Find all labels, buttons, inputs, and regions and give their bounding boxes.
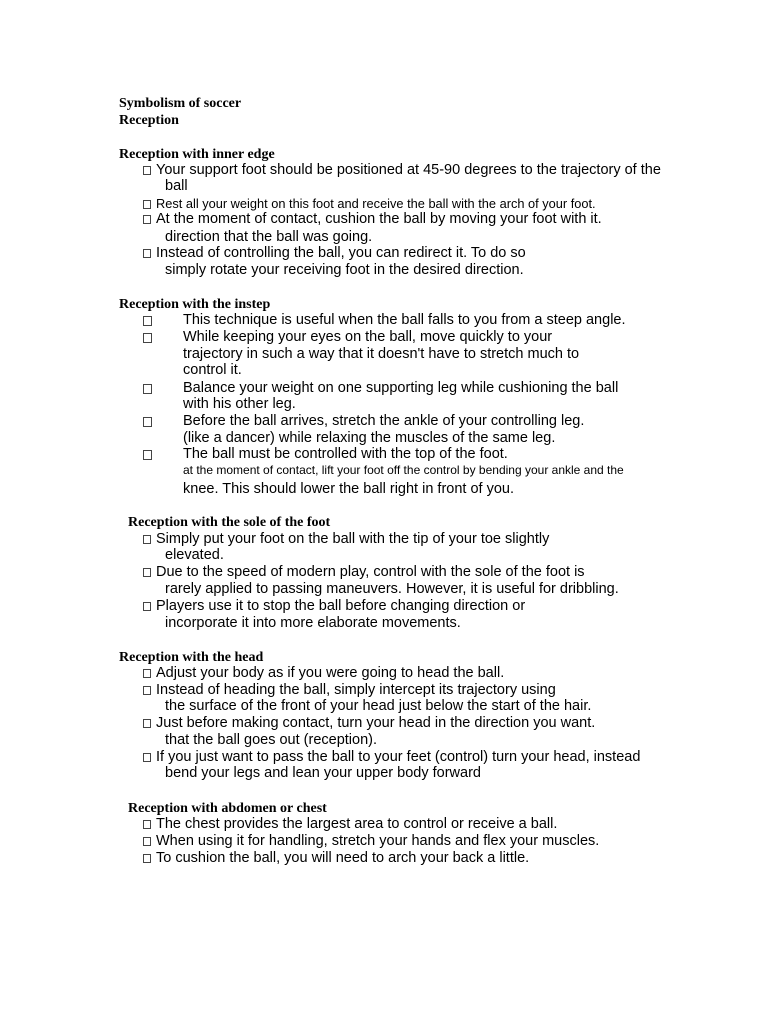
list-item-continuation: the surface of the front of your head just below the start of the hair. bbox=[165, 698, 592, 714]
list-item-continuation: (like a dancer) while relaxing the muscles of the same leg. bbox=[183, 430, 556, 446]
list-item-continuation: knee. This should lower the ball right in front of you. bbox=[183, 481, 515, 497]
document-title: Symbolism of soccer bbox=[119, 96, 242, 111]
list-item: The ball must be controlled with the top of the foot. bbox=[183, 446, 508, 462]
list-item-continuation: direction that the ball was going. bbox=[165, 229, 373, 245]
list-item: Just before making contact, turn your head in the direction you want. bbox=[143, 715, 595, 732]
bullet-box-icon bbox=[143, 686, 151, 695]
list-item-continuation: control it. bbox=[183, 362, 242, 378]
list-item-continuation: rarely applied to passing maneuvers. However, it is useful for dribbling. bbox=[165, 581, 619, 597]
section-heading-chest: Reception with abdomen or chest bbox=[128, 801, 327, 816]
list-item-continuation: that the ball goes out (reception). bbox=[165, 732, 377, 748]
bullet-box-icon bbox=[143, 820, 151, 829]
list-item: If you just want to pass the ball to your feet (control) turn your head, instead bbox=[143, 749, 640, 766]
list-item: This technique is useful when the ball falls to you from a steep angle. bbox=[183, 312, 626, 328]
list-item: Instead of controlling the ball, you can redirect it. To do so bbox=[143, 245, 526, 262]
list-item: Instead of heading the ball, simply intercept its trajectory using bbox=[143, 682, 556, 699]
bullet-box-icon bbox=[143, 384, 152, 394]
list-item: Due to the speed of modern play, control with the sole of the foot is bbox=[143, 564, 585, 581]
bullet-box-icon bbox=[143, 602, 151, 611]
list-item-continuation: incorporate it into more elaborate movements. bbox=[165, 615, 461, 631]
list-item: To cushion the ball, you will need to arch your back a little. bbox=[143, 850, 529, 867]
bullet-box-icon bbox=[143, 719, 151, 728]
bullet-box-icon bbox=[143, 249, 151, 258]
section-heading-instep: Reception with the instep bbox=[119, 297, 271, 312]
bullet-box-icon bbox=[143, 854, 151, 863]
list-item-continuation: simply rotate your receiving foot in the desired direction. bbox=[165, 262, 524, 278]
list-item-continuation: trajectory in such a way that it doesn't have to stretch much to bbox=[183, 346, 580, 362]
bullet-box-icon bbox=[143, 669, 151, 678]
bullet-box-icon bbox=[143, 417, 152, 427]
bullet-box-icon bbox=[143, 166, 151, 175]
list-item-continuation: with his other leg. bbox=[183, 396, 296, 412]
list-item: Simply put your foot on the ball with the tip of your toe slightly bbox=[143, 531, 549, 548]
bullet-box-icon bbox=[143, 316, 152, 326]
list-item: At the moment of contact, cushion the ball by moving your foot with it. bbox=[143, 211, 602, 228]
section-heading-sole: Reception with the sole of the foot bbox=[128, 515, 331, 530]
list-item-continuation: ball bbox=[165, 178, 188, 194]
list-item: The chest provides the largest area to control or receive a ball. bbox=[143, 816, 557, 833]
list-item-continuation: elevated. bbox=[165, 547, 224, 563]
list-item: Before the ball arrives, stretch the ankle of your controlling leg. bbox=[183, 413, 585, 429]
bullet-box-icon bbox=[143, 837, 151, 846]
bullet-box-icon bbox=[143, 753, 151, 762]
list-item-continuation: at the moment of contact, lift your foot off the control by bending your ankle and the bbox=[183, 463, 624, 477]
section-heading-head: Reception with the head bbox=[119, 650, 264, 665]
list-item: Players use it to stop the ball before changing direction or bbox=[143, 598, 525, 615]
list-item: When using it for handling, stretch your hands and flex your muscles. bbox=[143, 833, 599, 850]
bullet-box-icon bbox=[143, 568, 151, 577]
list-item: Rest all your weight on this foot and receive the ball with the arch of your foot. bbox=[143, 195, 596, 212]
bullet-box-icon bbox=[143, 215, 151, 224]
list-item: Adjust your body as if you were going to head the ball. bbox=[143, 665, 504, 682]
list-item: Balance your weight on one supporting leg while cushioning the ball bbox=[183, 380, 619, 396]
bullet-box-icon bbox=[143, 535, 151, 544]
bullet-box-icon bbox=[143, 200, 151, 209]
document-subtitle: Reception bbox=[119, 113, 179, 128]
list-item: Your support foot should be positioned at 45-90 degrees to the trajectory of the bbox=[143, 162, 661, 179]
bullet-box-icon bbox=[143, 333, 152, 343]
bullet-box-icon bbox=[143, 450, 152, 460]
list-item: While keeping your eyes on the ball, move quickly to your bbox=[183, 329, 553, 345]
list-item-continuation: bend your legs and lean your upper body forward bbox=[165, 765, 481, 781]
section-heading-inner-edge: Reception with inner edge bbox=[119, 147, 275, 162]
